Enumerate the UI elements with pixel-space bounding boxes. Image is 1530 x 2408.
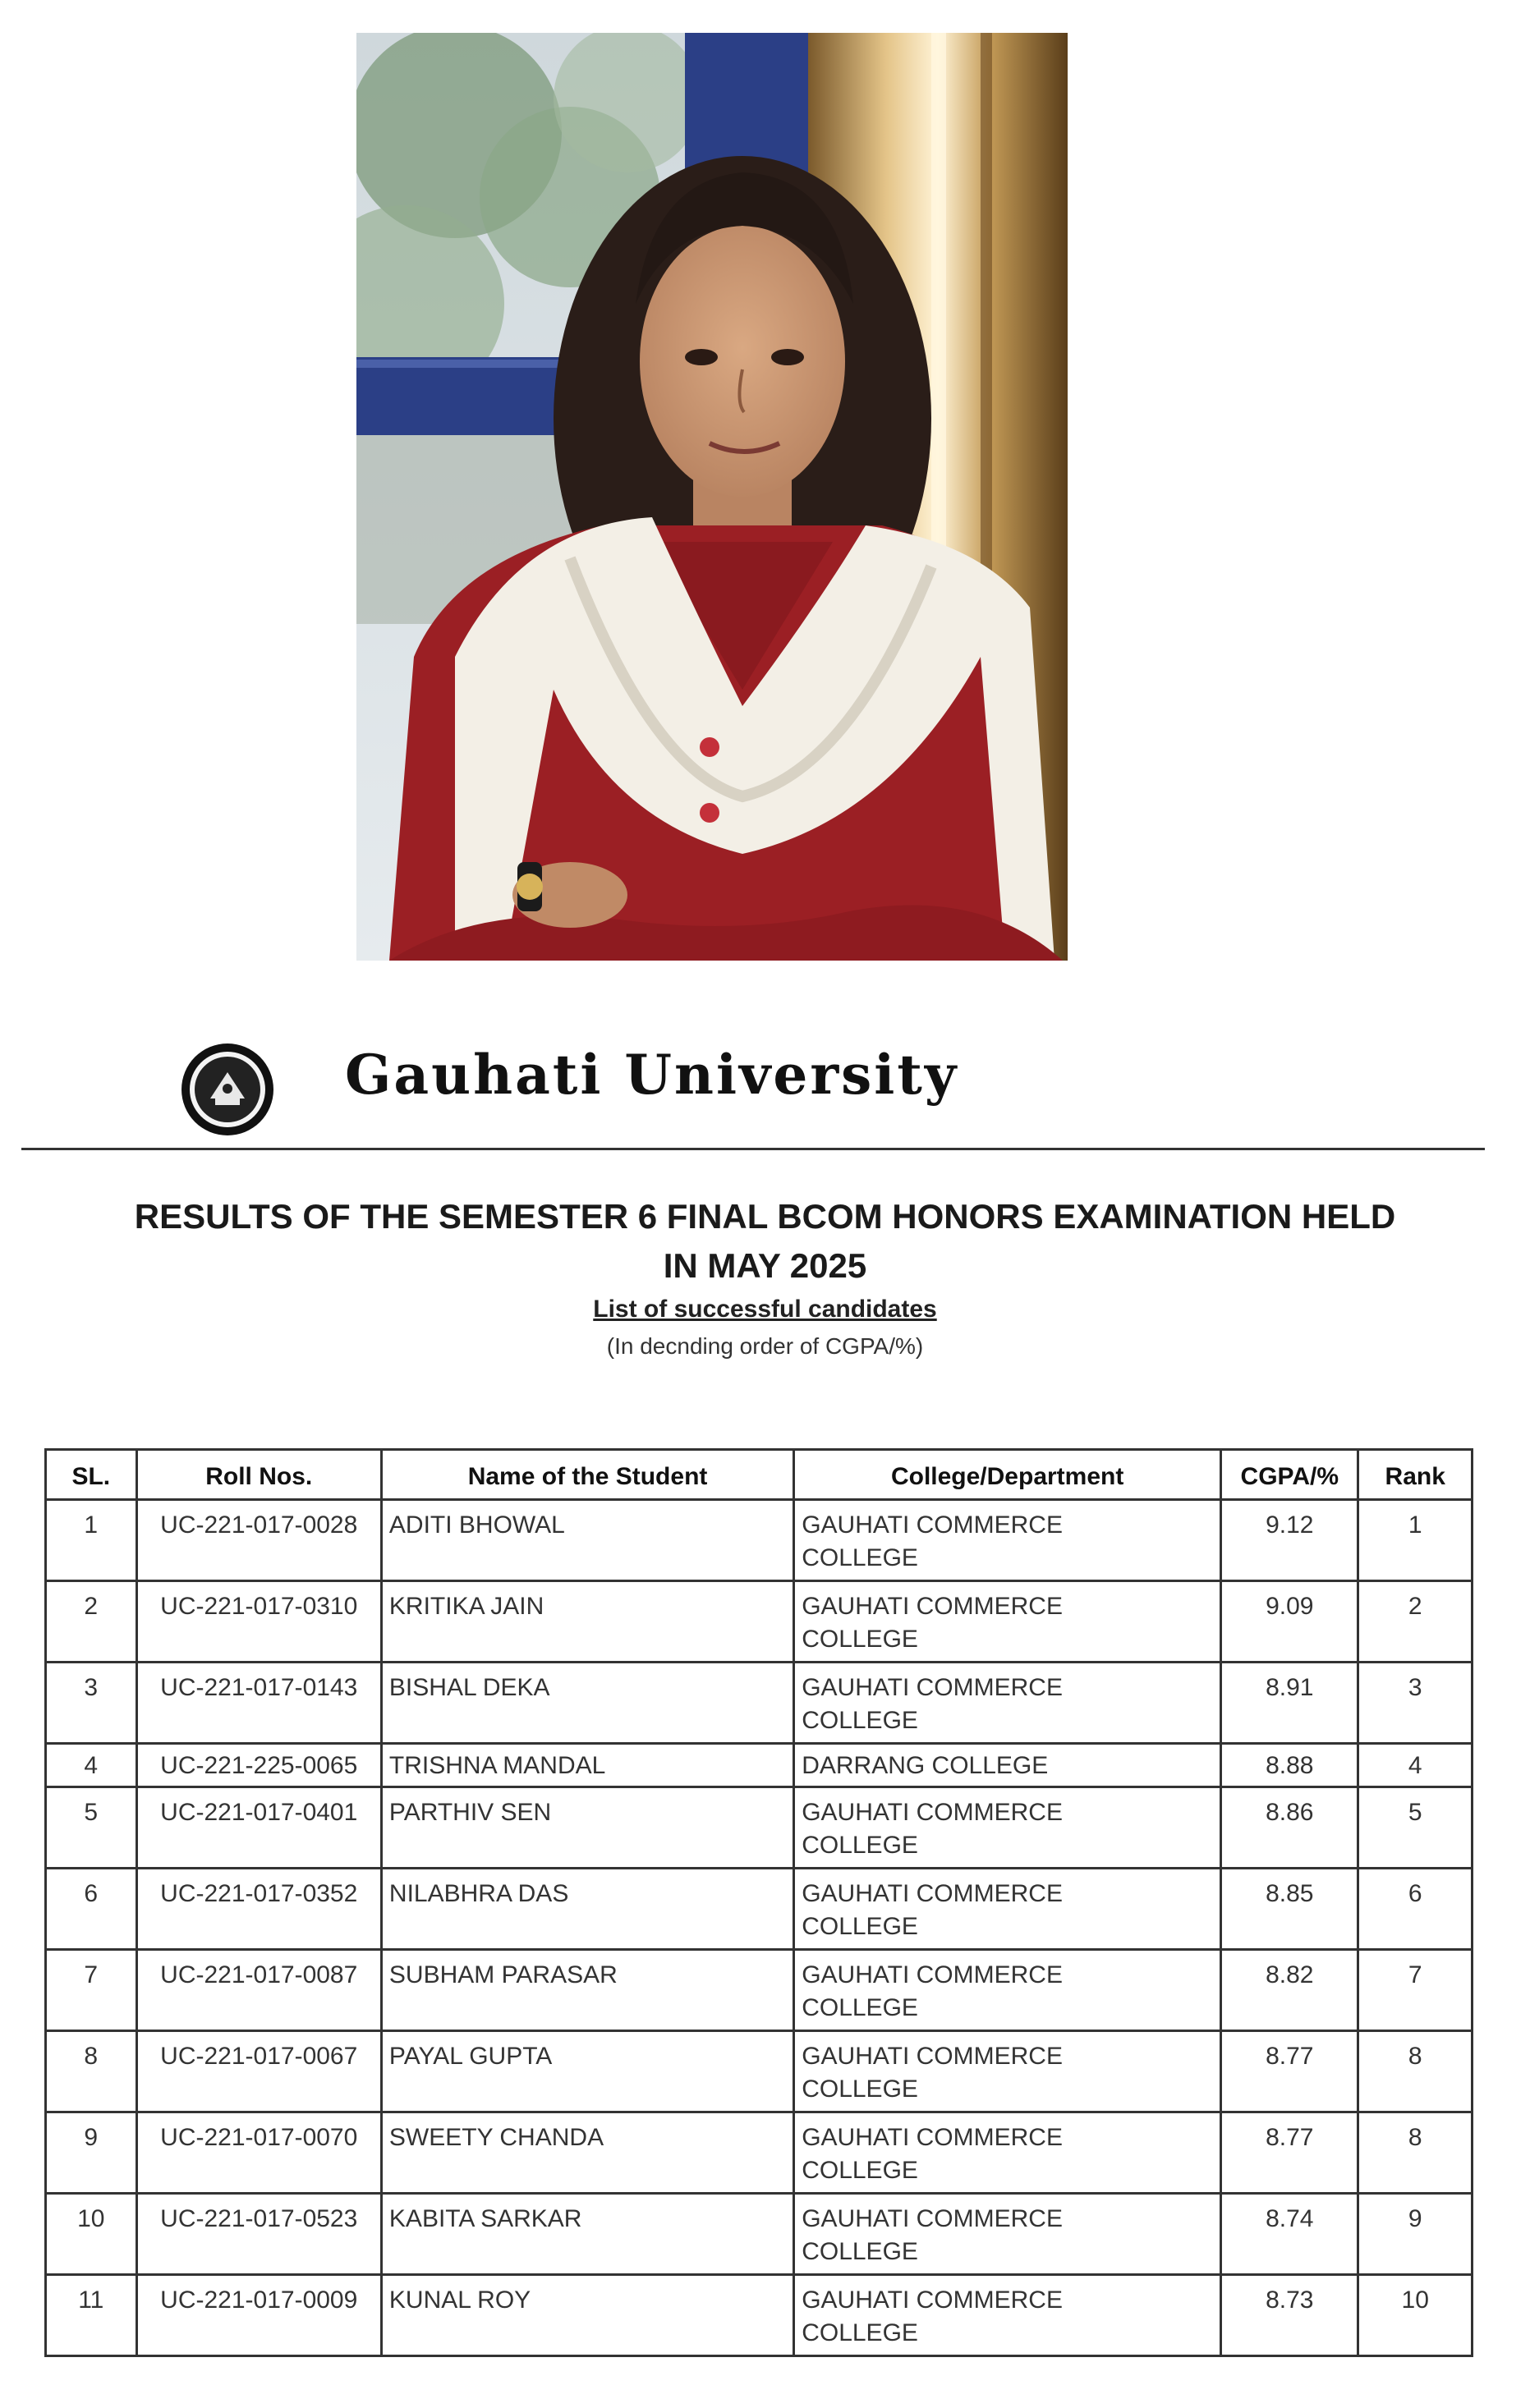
cell-cgpa: 9.12 <box>1221 1500 1358 1581</box>
university-name: Gauhati University <box>345 1043 959 1107</box>
college-line-2: COLLEGE <box>802 1994 918 2021</box>
cell-sl: 10 <box>46 2194 137 2275</box>
table-row <box>46 1500 1473 1581</box>
cell-name: ADITI BHOWAL <box>381 1500 793 1581</box>
cell-college <box>794 1500 1221 1581</box>
cell-rank: 8 <box>1358 2112 1473 2194</box>
college-line-1: GAUHATI COMMERCE <box>802 1593 1063 1620</box>
cell-cgpa: 8.88 <box>1221 1744 1358 1787</box>
cell-college <box>794 2194 1221 2275</box>
cell-name: SUBHAM PARASAR <box>381 1950 793 2031</box>
cell-roll: UC-221-017-0401 <box>136 1787 381 1869</box>
result-title <box>33 1192 1497 1291</box>
cell-name: PARTHIV SEN <box>381 1787 793 1869</box>
college-line-1: GAUHATI COMMERCE <box>802 1674 1063 1701</box>
cell-cgpa: 8.82 <box>1221 1950 1358 2031</box>
cell-roll: UC-221-017-0067 <box>136 2031 381 2112</box>
cell-name: BISHAL DEKA <box>381 1663 793 1744</box>
cell-sl: 6 <box>46 1869 137 1950</box>
result-title-line-2: IN MAY 2025 <box>663 1246 867 1285</box>
col-name: Name of the Student <box>381 1450 793 1500</box>
cell-sl: 1 <box>46 1500 137 1581</box>
college-line-2: COLLEGE <box>802 2319 918 2346</box>
college-line-2: COLLEGE <box>802 1832 918 1859</box>
cell-rank: 3 <box>1358 1663 1473 1744</box>
cell-rank: 6 <box>1358 1869 1473 1950</box>
college-line-1: GAUHATI COMMERCE <box>802 2043 1063 2070</box>
cell-college <box>794 1787 1221 1869</box>
cell-name: KRITIKA JAIN <box>381 1581 793 1663</box>
table-row <box>46 1787 1473 1869</box>
cell-college <box>794 2112 1221 2194</box>
college-line-1: GAUHATI COMMERCE <box>802 1880 1063 1907</box>
cell-name: KUNAL ROY <box>381 2275 793 2356</box>
cell-sl: 11 <box>46 2275 137 2356</box>
cell-college <box>794 1663 1221 1744</box>
cell-sl: 4 <box>46 1744 137 1787</box>
table-row <box>46 2112 1473 2194</box>
cell-cgpa: 8.85 <box>1221 1869 1358 1950</box>
cell-sl: 9 <box>46 2112 137 2194</box>
table-row <box>46 1663 1473 1744</box>
cell-college <box>794 1869 1221 1950</box>
college-line-1: GAUHATI COMMERCE <box>802 2124 1063 2151</box>
cell-college <box>794 1581 1221 1663</box>
col-rank: Rank <box>1358 1450 1473 1500</box>
results-table <box>44 1448 1473 2357</box>
cell-college <box>794 2031 1221 2112</box>
cell-college <box>794 2275 1221 2356</box>
cell-name: KABITA SARKAR <box>381 2194 793 2275</box>
col-roll: Roll Nos. <box>136 1450 381 1500</box>
cell-roll: UC-221-017-0352 <box>136 1869 381 1950</box>
cell-cgpa: 8.77 <box>1221 2031 1358 2112</box>
cell-roll: UC-221-017-0009 <box>136 2275 381 2356</box>
college-line-1: GAUHATI COMMERCE <box>802 1799 1063 1826</box>
cell-rank: 5 <box>1358 1787 1473 1869</box>
college-line-2: COLLEGE <box>802 1913 918 1940</box>
cell-name: TRISHNA MANDAL <box>381 1744 793 1787</box>
college-line-2: COLLEGE <box>802 1626 918 1653</box>
table-row <box>46 1581 1473 1663</box>
cell-roll: UC-221-017-0070 <box>136 2112 381 2194</box>
cell-college <box>794 1950 1221 2031</box>
cell-rank: 4 <box>1358 1744 1473 1787</box>
list-subtitle: List of successful candidates <box>593 1296 937 1323</box>
table-row <box>46 2275 1473 2356</box>
cell-sl: 3 <box>46 1663 137 1744</box>
cell-cgpa: 8.73 <box>1221 2275 1358 2356</box>
cell-rank: 10 <box>1358 2275 1473 2356</box>
cell-roll: UC-221-017-0523 <box>136 2194 381 2275</box>
cell-rank: 2 <box>1358 1581 1473 1663</box>
table-header-row <box>46 1450 1473 1500</box>
cell-cgpa: 9.09 <box>1221 1581 1358 1663</box>
cell-roll: UC-221-017-0310 <box>136 1581 381 1663</box>
cell-sl: 7 <box>46 1950 137 2031</box>
college-line-2: COLLEGE <box>802 1544 918 1571</box>
cell-cgpa: 8.74 <box>1221 2194 1358 2275</box>
cell-name: SWEETY CHANDA <box>381 2112 793 2194</box>
cell-rank: 7 <box>1358 1950 1473 2031</box>
cell-name: NILABHRA DAS <box>381 1869 793 1950</box>
cell-roll: UC-221-017-0028 <box>136 1500 381 1581</box>
col-sl: SL. <box>46 1450 137 1500</box>
college-line-1: GAUHATI COMMERCE <box>802 1961 1063 1988</box>
college-line-1: GAUHATI COMMERCE <box>802 1511 1063 1539</box>
cell-college <box>794 1744 1221 1787</box>
college-line-1: GAUHATI COMMERCE <box>802 2205 1063 2232</box>
cell-rank: 1 <box>1358 1500 1473 1581</box>
college-line-2: COLLEGE <box>802 2238 918 2265</box>
header-divider <box>21 1148 1485 1150</box>
cell-cgpa: 8.91 <box>1221 1663 1358 1744</box>
cell-name: PAYAL GUPTA <box>381 2031 793 2112</box>
university-seal-icon <box>179 1041 276 1138</box>
cell-sl: 2 <box>46 1581 137 1663</box>
col-cgpa: CGPA/% <box>1221 1450 1358 1500</box>
cell-cgpa: 8.77 <box>1221 2112 1358 2194</box>
college-line-2: COLLEGE <box>802 2157 918 2184</box>
result-title-line-1: RESULTS OF THE SEMESTER 6 FINAL BCOM HONORS EXAMINATION HELD <box>134 1197 1396 1236</box>
college-line-1: DARRANG COLLEGE <box>802 1752 1049 1779</box>
college-line-2: COLLEGE <box>802 2075 918 2103</box>
cell-rank: 9 <box>1358 2194 1473 2275</box>
cell-sl: 5 <box>46 1787 137 1869</box>
portrait-illustration <box>356 33 1068 961</box>
table-row <box>46 1744 1473 1787</box>
col-college: College/Department <box>794 1450 1221 1500</box>
college-line-2: COLLEGE <box>802 1707 918 1734</box>
sort-order-note: (In decnding order of CGPA/%) <box>606 1333 924 1359</box>
table-row <box>46 2031 1473 2112</box>
college-line-1: GAUHATI COMMERCE <box>802 2286 1063 2314</box>
table-row <box>46 1869 1473 1950</box>
cell-sl: 8 <box>46 2031 137 2112</box>
cell-rank: 8 <box>1358 2031 1473 2112</box>
cell-roll: UC-221-017-0087 <box>136 1950 381 2031</box>
cell-roll: UC-221-225-0065 <box>136 1744 381 1787</box>
cell-cgpa: 8.86 <box>1221 1787 1358 1869</box>
cell-roll: UC-221-017-0143 <box>136 1663 381 1744</box>
table-row <box>46 2194 1473 2275</box>
table-row <box>46 1950 1473 2031</box>
student-portrait-photo <box>356 33 1068 961</box>
